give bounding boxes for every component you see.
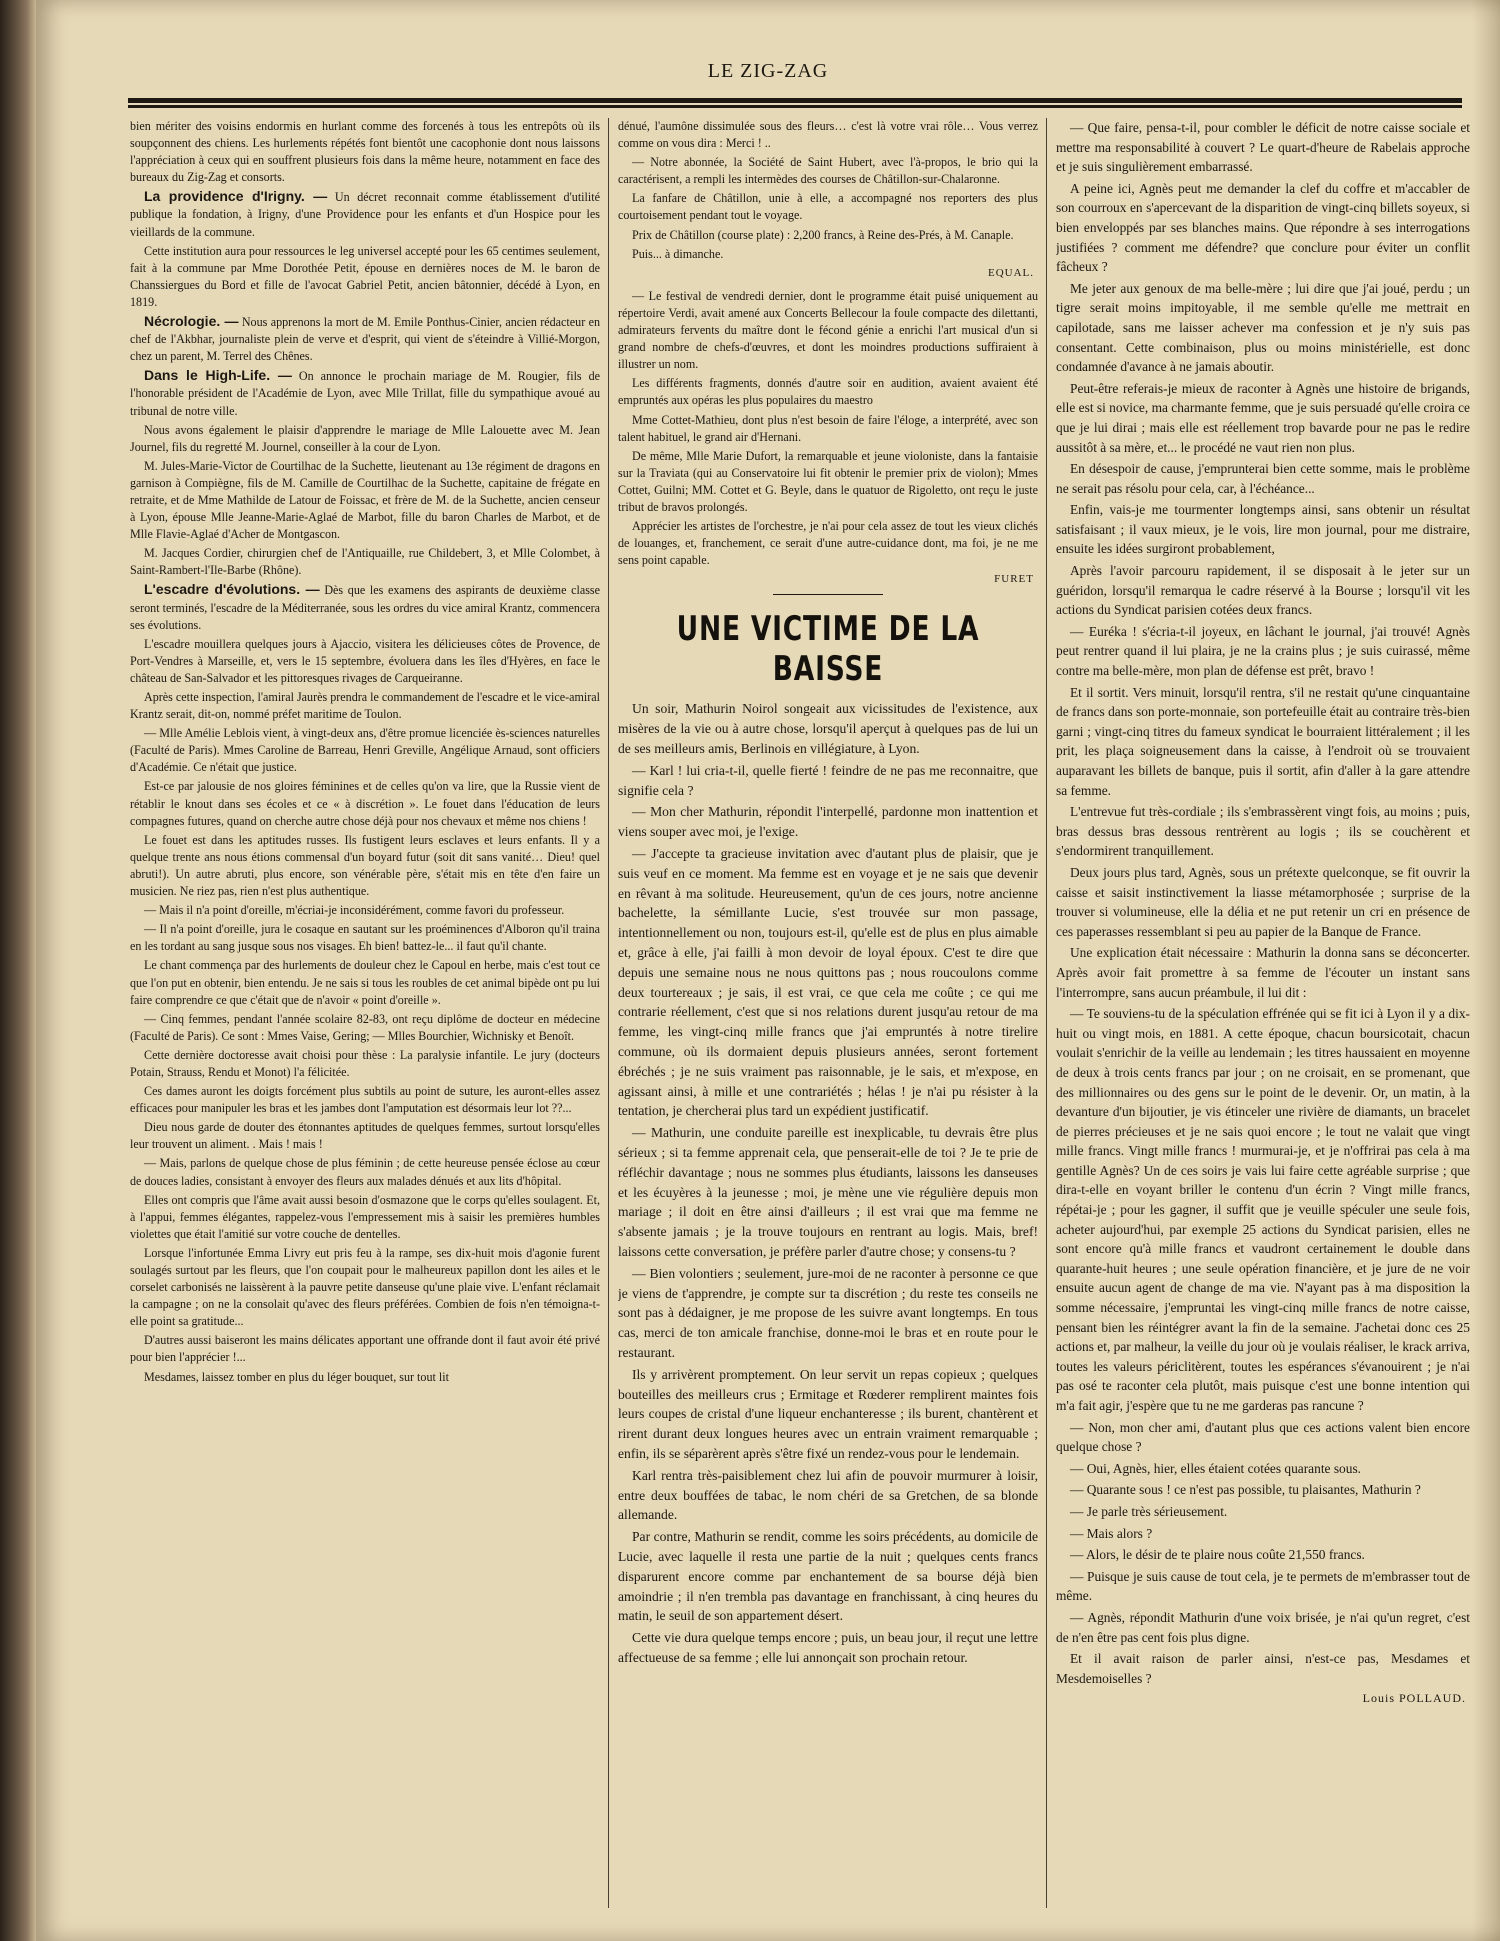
paragraph: Ils y arrivèrent promptement. On leur servit un repas copieux ; quelques bouteilles des meilleurs crus ; Ermitage et Rœderer remplirent maintes fois leurs coupes de cristal d'une liqueur enchanteresse ; ils burent, chantèrent et rirent durant deux longues heures avec un entrain vraiment remarquable ; enfin, ils se séparèrent après s'être fixé un rendez-vous pour le lendemain. [618,1366,1038,1461]
paragraph: Cette institution aura pour ressources le leg universel accepté pour les 65 centimes seulement, fait à la commune par Mme Dorothée Petit, épouse en dernières noces de M. le baron de Chanssiergues du Bord et fille de l'avocat Gabriel Petit, ancien bâtonnier, décédé à Lyon, en 1819. [130,243,600,309]
paragraph: Karl rentra très-paisiblement chez lui afin de pouvoir murmurer à loisir, entre deux bouffées de tabac, le nom chéri de sa Gretchen, de sa blonde allemande. [618,1467,1038,1523]
paragraph: La fanfare de Châtillon, unie à elle, a accompagné nos reporters des plus courtoisement pendant tout le voyage. [618,191,1038,223]
paragraph-text: Un décret reconnait comme établissement d'utilité publique la fondation, à Irigny, d'une Providence pour les enfants et d'un Hospice pour les vieillards de la commune. [130,190,600,239]
paragraph: — Te souviens-tu de la spéculation effrénée qui se fit ici à Lyon il y a dix-huit ou vingt mois, en 1881. A cette époque, chacun boursicotait, chacun voulait s'enrichir de la veille au lendemain ; les titres haussaient en moyenne de deux à trois cents francs par jour ; on ne croisait, en se promenant, que des millionnaires ou des gens sur le point de le devenir. Or, un matin, à la devanture d'un bijoutier, je vis étinceler une rivière de diamants, un bracelet de pierres précieuses et je ne sais quoi encore ; le tout ne valait que vingt mille francs. Vingt mille francs ! murmurai-je, et je n'offrirai pas cela à ma gentille Agnès? Un de ces soirs je vais lui faire cette agréable surprise ; que dira-t-elle en voyant briller le contenu d'un écrin ? Vingt mille francs, répétai-je ; pour les gagner, il suffit que je veuille spéculer une seule fois, acheter aujourd'hui, par exemple 25 actions du Syndicat parisien, elles ne sont encore qu'à mille francs et vaudront certainement le double dans quarante-huit heures ; une seule opération financière, et je jure de ne voir ensuite aucun agent de change de ma vie. N'ayant pas à ma disposition la somme nécessaire, j'empruntai les vingt-cinq mille francs de notre caisse, pensant bien les réintégrer avant la fin de la semaine. J'achetai donc ces 25 actions et, par malheur, la veille du jour où je voulais réaliser, le krack arriva, toutes les valeurs périclitèrent, toutes les espérances s'évanouirent ; je n'ai pas osé te raconter cela plutôt, mais puisque c'est une bonne intention qui m'a fait agir, j'espère que tu ne me garderas pas rancune ? [1056,1006,1470,1413]
paragraph: Le chant commença par des hurlements de douleur chez le Capoul en herbe, mais c'est tout ce que l'on put en obtenir, bien entendu. Je ne sais si tous les roubles de cet animal bipède ont pu lui faire comprendre ce que c'était que de n'avoir « point d'oreille ». [130,958,600,1007]
paragraph: Mme Cottet-Mathieu, dont plus n'est besoin de faire l'éloge, a interprété, avec son talent habituel, le grand air d'Hernani. [618,412,1038,444]
author-signature: Louis POLLAUD. [1362,1691,1466,1706]
paragraph: Puis... à dimanche. [632,246,724,261]
paragraph: — Notre abonnée, la Société de Saint Hubert, avec l'à-propos, le brio qui la caractérisent, a rempli les intermèdes des courses de Châtillon-sur-Chalaronne. [618,155,1038,187]
paragraph: Et il sortit. Vers minuit, lorsqu'il rentra, s'il ne restait qu'une cinquantaine de francs dans son porte-monnaie, son portefeuille était au contraire très-bien garni ; vingt-cinq titres du fameux syndicat le bourraient littéralement ; il les prit, les plaça soigneusement dans la caisse, à l'endroit où se trouvaient auparavant les billets de banque, puis il sortit, afin d'aller à la gare attendre sa femme. [1056,684,1470,798]
paragraph: — Mon cher Mathurin, répondit l'interpellé, pardonne mon inattention et viens souper avec moi, je l'exige. [618,804,1038,840]
divider [773,594,883,595]
paragraph: Lorsque l'infortunée Emma Livry eut pris feu à la rampe, ses dix-huit mois d'agonie furent soulagés surtout par les fleurs, que l'on coupait pour le malheureux papillon dont les ailes et le corselet carbonisés ne laissèrent à la pauvre petite danseuse qu'une plaie vive. L'enfant réclamait la campagne ; on ne la consolait qu'avec des fleurs préférées. Combien de fois n'en témoigna-t-elle point sa gratitude... [130,1245,600,1329]
column-2 [618,118,1038,1918]
paragraph: M. Jules-Marie-Victor de Courtilhac de la Suchette, lieutenant au 13e régiment de dragons en garnison à Compiègne, fils de M. Camille de Courtilhac de la Suchette, capitaine de frégate en retraite, et de Mme Mathilde de Latour de Foissac, et frère de M. de la Suchette, ancien censeur à Lyon, épouse Mlle Jeanne-Marie-Aglaé de Marbot, fille du baron Charles de Marbot, et de Mlle Flavie-Aglaé d'Acher de Montgascon. [130,458,600,542]
section-heading: L'escadre d'évolutions. — [144,581,320,598]
paragraph: Après cette inspection, l'amiral Jaurès prendra le commandement de l'escadre et le vice-amiral Krantz serait, dit-on, nommé préfet maritime de Toulon. [130,690,600,722]
book-binding-edge [0,0,36,1941]
paragraph: bien mériter des voisins endormis en hurlant comme des forcenés à tous les entrepôts où ils soupçonnent des chiens. Les hurlements répétés font bientôt une cacophonie dont nous laissons l'appréciation à ceux qui en souffrent plusieurs fois dans la même heure, notamment en face des bureaux du Zig-Zag et consorts. [130,119,600,185]
page-masthead: LE ZIG-ZAG [707,60,829,82]
paragraph: Mesdames, laissez tomber en plus du léger bouquet, sur tout lit [144,1369,449,1384]
paragraph: — Bien volontiers ; seulement, jure-moi de ne raconter à personne ce que je viens de t'apprendre, je compte sur ta discrétion ; du reste tes conseils ne sont pas à dédaigner, je me propose de les suivre avant longtemps. En tous cas, merci de ton amicale franchise, donne-moi le bras et en route pour le restaurant. [618,1265,1038,1360]
paragraph: Dieu nous garde de douter des étonnantes aptitudes de quelques femmes, surtout lorsqu'elles leur trouvent un aliment. . Mais ! mais ! [130,1120,600,1152]
paragraph: — Mathurin, une conduite pareille est inexplicable, tu devrais être plus sérieux ; si ta femme apprenait cela, que penserait-elle de toi ? Je te prie de réfléchir davantage ; nous ne sommes plus étudiants, laissons les danseuses et les écuyères à la jeunesse ; moi, je mène une vie régulière depuis mon mariage ; il doit en être ainsi d'ailleurs ; il est vrai que ma femme ne s'absente jamais ; je la trouve toujours en rentrant au logis. Mais, bref! laissons cette conversation, je préfère parler d'autre chose; y consens-tu ? [618,1125,1038,1259]
paragraph: M. Jacques Cordier, chirurgien chef de l'Antiquaille, rue Childebert, 3, et Mlle Colombet, à Saint-Rambert-l'Ile-Barbe (Rhône). [130,546,600,578]
paragraph: — Puisque je suis cause de tout cela, je te permets de m'embrasser tout de même. [1056,1568,1470,1604]
paragraph: Une explication était nécessaire : Mathurin la donna sans se déconcerter. Après avoir fait promettre à sa femme de l'écouter un instant sans l'interrompre, sans aucun préambule, il lui dit : [1056,945,1470,1000]
signature: EQUAL. [987,266,1034,279]
paragraph: De même, Mlle Marie Dufort, la remarquable et jeune violoniste, dans la fantaisie sur la Traviata (qui au Conservatoire lui fit obtenir le premier prix de violon); Mmes Cottet, Guilni; MM. Cottet et G. Beyle, dans le quatuor de Rigoletto, ont reçu le juste tribut de bravos prolongés. [618,448,1038,514]
paragraph: Cette vie dura quelque temps encore ; puis, un beau jour, il reçut une lettre affectueuse de sa femme ; elle lui annonçait son prochain retour. [618,1630,1038,1665]
paragraph: — Mais, parlons de quelque chose de plus féminin ; de cette heureuse pensée éclose au cœur de douces ladies, consistant à envoyer des fleurs aux malades dénués et aux lits d'hôpital. [130,1156,600,1188]
paragraph: En désespoir de cause, j'emprunterai bien cette somme, mais le problème ne serait pas résolu pour cela, car, à l'échéance... [1056,461,1470,496]
paragraph: — Alors, le désir de te plaire nous coûte 21,550 francs. [1070,1547,1365,1563]
paragraph: dénué, l'aumône dissimulée sous des fleurs… c'est là votre vrai rôle… Vous verrez comme on vous dira : Merci ! .. [618,119,1038,151]
story-body [618,699,1038,1667]
column-divider-2 [1046,118,1047,1908]
paragraph: — Mlle Amélie Leblois vient, à vingt-deux ans, d'être promue licenciée ès-sciences naturelles (Faculté de Paris). Mmes Caroline de Barreau, Henri Greville, Angélique Arnaud, sont officiers d'Académie. Ce n'était que justice. [130,726,600,775]
column-3 [1056,118,1470,1918]
paragraph: Les différents fragments, donnés d'autre soir en audition, avaient avaient été empruntés aux opéras les plus populaires du maestro [618,376,1038,408]
paragraph: L'escadre mouillera quelques jours à Ajaccio, visitera les délicieuses côtes de Provence, de Port-Vendres à Marseille, et, vers le 15 septembre, évoluera dans les îles d'Hyères, en face le château de San-Salvador et les pittoresques rivages de Carqueiranne. [130,636,600,685]
paragraph: — Karl ! lui cria-t-il, quelle fierté ! feindre de ne pas me reconnaitre, que signifie cela ? [618,762,1038,798]
paragraph: Après l'avoir parcouru rapidement, il se disposait à le jeter sur un guéridon, lorsqu'il remarqua le cadre réservé à la Bourse ; lorsqu'il vit les actions du Syndicat parisien cotées deux francs. [1056,563,1470,618]
paragraph: Est-ce par jalousie de nos gloires féminines et de celles qu'on va lire, que la Russie vient de rétablir le knout dans ses écoles et ce « à discrétion ». Le fouet dans l'éducation de leurs compagnes futures, quand on cherche autre chose déjà pour nos chevaux et même nos chiens ! [130,779,600,828]
paragraph: Par contre, Mathurin se rendit, comme les soirs précédents, au domicile de Lucie, avec laquelle il resta une partie de la nuit ; quelques cents francs disparurent encore comme par enchantement de sa bourse déjà bien amoindrie ; il n'en trembla pas davantage en franchissant, à cinq heures du matin, le seuil de son appartement désert. [618,1529,1038,1624]
signature: FURET [994,573,1034,586]
paragraph: D'autres aussi baiseront les mains délicates apportant une offrande dont il faut avoir été privé pour bien l'apprécier !... [130,1333,600,1365]
paragraph: Ces dames auront les doigts forcément plus subtils au point de suture, les auront-elles assez efficaces pour manipuler les bras et les jambes dont l'amputation est désormais leur lot ??... [130,1084,600,1116]
paragraph: Le fouet est dans les aptitudes russes. Ils fustigent leurs esclaves et leurs enfants. Il y a quelque trente ans nous étions commensal d'un boyard futur (soit dit sans vanité… Dieu! quel abruti!). Un autre abruti, plus encore, son vénérable père, s'était mis en tête d'en faire un musicien. Ne riez pas, rien n'est plus authentique. [130,832,600,899]
paragraph: — Quarante sous ! ce n'est pas possible, tu plaisantes, Mathurin ? [1070,1482,1421,1498]
paragraph: — Oui, Agnès, hier, elles étaient cotées quarante sous. [1070,1460,1361,1476]
header-rule [128,98,1462,105]
section-heading: Dans le High-Life. — [144,367,292,384]
paragraph-text: Nous apprenons la mort de M. Emile Ponthus-Cinier, ancien rédacteur en chef de l'Akbhar, journaliste plein de verve et d'esprit, qui vient de s'éteindre à Villié-Morgon, chez un parent, M. Terrel des Chênes. [130,315,600,364]
paragraph: Apprécier les artistes de l'orchestre, je n'ai pour cela assez de tout les vieux clichés de louanges, et, franchement, ce serait d'une autre-cuidance dont, ma foi, je ne me sens point capable. [618,519,1038,568]
paragraph: A peine ici, Agnès peut me demander la clef du coffre et m'accabler de son courroux en s'apercevant de la disparition de vingt-cinq billets soyeux, si bien enveloppés par ses blanches mains. Que répondre à ses interrogations justifiées ? comment me défendre? que conclure pour éviter un conflit fâcheux ? [1056,180,1470,275]
newspaper-page [36,0,1500,1941]
paragraph: — Euréka ! s'écria-t-il joyeux, en lâchant le journal, j'ai trouvé! Agnès peut rentrer quand il lui plaira, je ne la crains plus ; je suis cuirassé, même contre ma belle-mère, mon plan de défense est prêt, bravo ! [1056,623,1470,679]
column-1 [130,118,600,1918]
paragraph: — Agnès, répondit Mathurin d'une voix brisée, je n'ai qu'un regret, c'est de n'en être pas cent fois plus digne. [1056,1609,1470,1645]
paragraph: — J'accepte ta gracieuse invitation avec d'autant plus de plaisir, que je suis veuf en ce moment. Ma femme est en voyage et je ne sais que devenir en rêvant à ma solitude. Heureusement, qu'un de ces jours, notre ancienne bachelette, la sémillante Lucie, s'est trouvée sur mon passage, intentionnellement ou non, toujours est-il, qu'elle est de plus en plus aimable et, grâce à elle, j'ai failli à mon devoir de loyal époux. C'est te dire que depuis une semaine nous ne nous quittons pas ; nous roucoulons comme deux tourtereaux ; je sais, il est vrai, ce que cela me coûte ; ce qui me contrarie réellement, c'est que si nos relations durent jusqu'au retour de ma femme, les vingt-cinq mille francs que j'ai empruntés à notre tirelire commune, où ils dormaient depuis plusieurs années, seront fortement ébréchés ; je ne suis vraiment pas raisonnable, je le sais, et m'expose, en agissant ainsi, à mille et une contrariétés ; hélas ! je n'ai pu résister à la tentation, je chercherai plus tard un expédient justificatif. [618,846,1038,1119]
paragraph: — Le festival de vendredi dernier, dont le programme était puisé uniquement au répertoire Verdi, avait amené aux Concerts Bellecour la foule compacte des dilettanti, admirateurs fervents du maître dont le fécond génie a enrichi l'art musical d'un si grand nombre de chefs-d'œuvres, et dont les moindres productions suffiraient à illustrer un nom. [618,288,1038,372]
paragraph: — Mais il n'a point d'oreille, m'écriai-je inconsidérément, comme favori du professeur. [144,903,565,918]
paragraph: L'entrevue fut très-cordiale ; ils s'embrassèrent vingt fois, au moins ; puis, bras dessus bras dessous rentrèrent au logis ; ils se couchèrent et s'endormirent tranquillement. [1056,804,1470,859]
paragraph-text: On annonce le prochain mariage de M. Rougier, fils de l'honorable président de l'Académie de Lyon, avec Mlle Trillat, fille du sympathique avoué au tribunal de notre ville. [130,369,600,418]
paragraph: — Je parle très sérieusement. [1070,1503,1228,1519]
paragraph: Me jeter aux genoux de ma belle-mère ; lui dire que j'ai joué, perdu ; un tigre serait moins impitoyable, il me semble qu'elle me mettrait en capilotade, sans me laisser achever ma confession et je n'y suis pas consentant. Cette combinaison, plus ou moins ministérielle, est donc condamnée d'avance à ne jamais aboutir. [1056,280,1470,375]
paragraph: Enfin, vais-je me tourmenter longtemps ainsi, sans obtenir un résultat satisfaisant ; il vaux mieux, je le vois, lire mon journal, pour me distraire, ensuite les idées surgiront probablement, [1056,502,1470,557]
paragraph: — Non, mon cher ami, d'autant plus que ces actions valent bien encore quelque chose ? [1056,1419,1470,1455]
paragraph-text: Dès que les examens des aspirants de deuxième classe seront terminés, l'escadre de la Méditerranée, sous les ordres du vice amiral Krantz, commencera ses évolutions. [130,583,600,632]
paragraph: Et il avait raison de parler ainsi, n'est-ce pas, Mesdames et Mesdemoiselles ? [1056,1651,1470,1686]
paragraph: Un soir, Mathurin Noirol songeait aux vicissitudes de l'existence, aux misères de la vie ou à autre chose, lorsqu'il aperçut à quelques pas de lui un de ses meilleurs amis, Berlinois en villégiature, à Lyon. [618,701,1038,757]
paragraph: Prix de Châtillon (course plate) : 2,200 francs, à Reine des-Prés, à M. Canaple. [632,227,1014,242]
paragraph: — Cinq femmes, pendant l'année scolaire 82-83, ont reçu diplôme de docteur en médecine (Faculté de Paris). Ce sont : Mmes Vaise, Gering; — Mlles Bourchier, Wichnisky et Benoît. [130,1011,600,1043]
section-heading: Nécrologie. — [144,313,239,330]
paragraph: Elles ont compris que l'âme avait aussi besoin d'osmazone que le corps qu'elles soulagent. Et, à l'appui, femmes élégantes, rappelez-vous l'empressement mis à saisir les premières humbles violettes que était l'amitié sur votre couche de dentelles. [130,1192,600,1241]
story-title: UNE VICTIME DE LA BAISSE [676,609,980,690]
paragraph: Nous avons également le plaisir d'apprendre le mariage de Mlle Lalouette avec M. Jean Journel, fils du regretté M. Journel, conseiller à la cour de Lyon. [130,422,600,454]
section-heading: La providence d'Irigny. — [144,188,328,205]
paragraph: — Mais alors ? [1070,1525,1153,1541]
page-edge-shadow [1472,0,1500,1941]
paragraph: Cette dernière doctoresse avait choisi pour thèse : La paralysie infantile. Le jury (docteurs Potain, Strauss, Rendu et Monot) l'a félicitée. [130,1047,600,1079]
column-divider-1 [608,118,609,1908]
paragraph: Peut-être referais-je mieux de raconter à Agnès une histoire de brigands, elle est si novice, ma charmante femme, que je suis persuadé qu'elle croira ce que je lui dirai ; mais elle est réellement trop bavarde pour ne pas le redire aussitôt à sa mère, et... le procédé ne vaut rien non plus. [1056,380,1470,455]
paragraph: Deux jours plus tard, Agnès, sous un prétexte quelconque, se fit ouvrir la caisse et saisit instinctivement la liasse métamorphosée ; surprise de la trouver si volumineuse, elle la délia et ne put retenir un cri en présence de ces paperasses ressemblant si peu au papier de la Banque de France. [1056,864,1470,939]
paragraph: — Il n'a point d'oreille, jura le cosaque en sautant sur les proéminences d'Alboron qu'il traina en les tordant au sang jusque sous nos visages. Eh bien! battez-le... il faut qu'il chante. [130,922,600,954]
paragraph: — Que faire, pensa-t-il, pour combler le déficit de notre caisse sociale et mettre ma responsabilité à couvert ? Le quart-d'heure de Rabelais approche et je suis singulièrement embarrassé. [1056,120,1470,175]
